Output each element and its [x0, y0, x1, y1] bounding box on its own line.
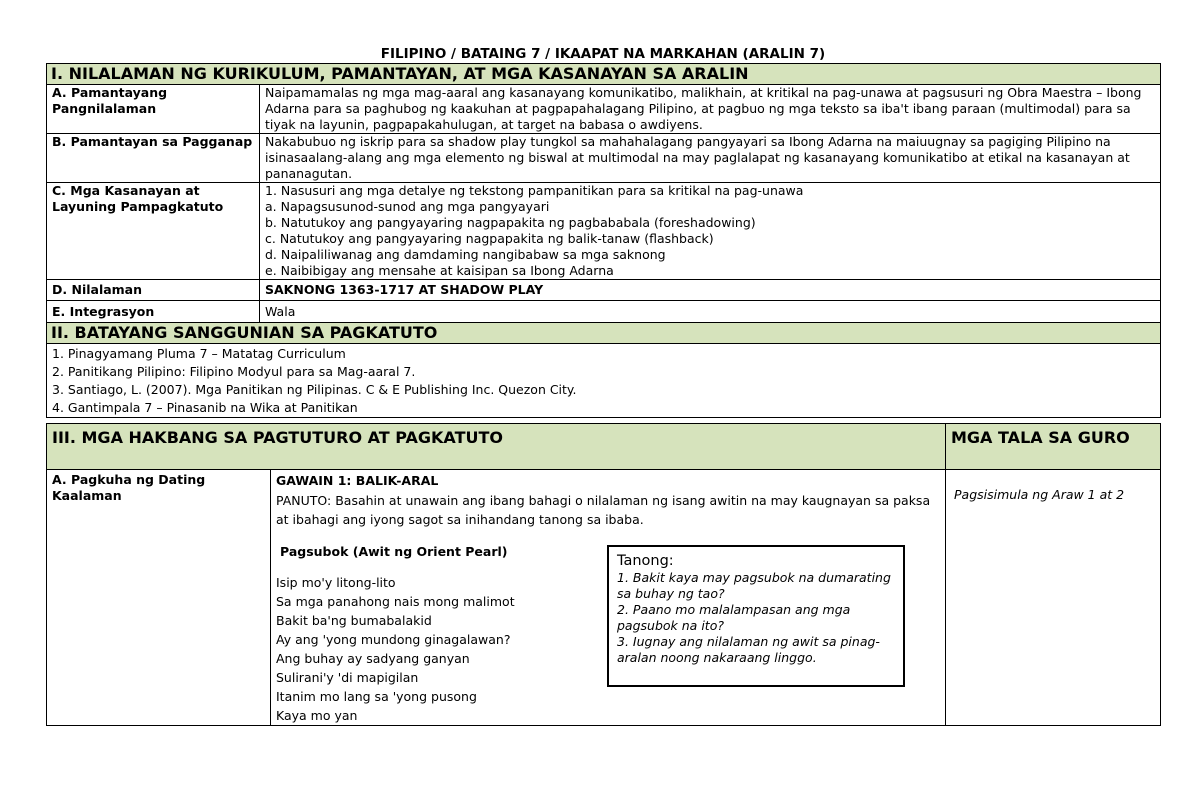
kasanayan-line: b. Natutukoy ang pangyayaring nagpapakita ng pagbababala (foreshadowing) [265, 215, 756, 230]
row-label-nilalaman: D. Nilalaman [47, 280, 260, 301]
song-line: Itanim mo lang sa 'yong pusong [276, 689, 477, 704]
table-row [47, 85, 1161, 134]
table-row [47, 134, 1161, 183]
song-line: Isip mo'y litong-lito [276, 575, 396, 590]
row-label-pamantayang-pangnilalaman: A. Pamantayang Pangnilalaman [47, 85, 260, 134]
row-value-integrasyon: Wala [260, 301, 1161, 323]
reference-item: 3. Santiago, L. (2007). Mga Panitikan ng Pilipinas. C & E Publishing Inc. Quezon City. [52, 382, 577, 397]
row-value-nilalaman: SAKNONG 1363-1717 AT SHADOW PLAY [260, 280, 1161, 301]
song-line: Ay ang 'yong mundong ginagalawan? [276, 632, 511, 647]
questions-title: Tanong: [617, 553, 674, 569]
question-item: 1. Bakit kaya may pagsubok na dumarating sa buhay ng tao? [617, 570, 891, 601]
panuto-label: PANUTO [276, 493, 328, 508]
row-label-kasanayan: C. Mga Kasanayan at Layuning Pampagkatuto [47, 183, 260, 280]
song-title: Pagsubok (Awit ng Orient Pearl) [280, 544, 508, 559]
question-item: 2. Paano mo malalampasan ang mga pagsubok na ito? [617, 602, 851, 633]
gawain-title: GAWAIN 1: BALIK-ARAL [276, 473, 439, 488]
song-line: Ang buhay ay sadyang ganyan [276, 651, 470, 666]
section1-heading-row [47, 64, 1161, 85]
questions-box [607, 545, 905, 687]
panuto-body: : Basahin at unawain ang ibang bahagi o nilalaman ng isang awitin na may kaugnayan sa paksa at ibahagi ang iyong sagot sa inihandang tanong sa ibaba. [276, 493, 931, 527]
question-item: 3. Iugnay ang nilalaman ng awit sa pinag-aralan noong nakaraang linggo. [617, 634, 880, 665]
table-row [47, 280, 1161, 301]
kasanayan-line: c. Natutukoy ang pangyayaring nagpapakita ng balik-tanaw (flashback) [265, 231, 714, 246]
song-line: Sulirani'y 'di mapigilan [276, 670, 419, 685]
teacher-note: Pagsisimula ng Araw 1 at 2 [946, 470, 1161, 726]
reference-item: 4. Gantimpala 7 – Pinasanib na Wika at Panitikan [52, 400, 358, 415]
section2-heading: II. BATAYANG SANGGUNIAN SA PAGKATUTO [47, 323, 1161, 344]
panuto-text [276, 491, 940, 529]
reference-item: 2. Panitikang Pilipino: Filipino Modyul para sa Mag-aaral 7. [52, 364, 416, 379]
kasanayan-line: 1. Nasusuri ang mga detalye ng tekstong pampanitikan para sa kritikal na pag-unawa [265, 183, 804, 198]
step-row [47, 470, 1161, 726]
song-line: Bakit ba'ng bumabalakid [276, 613, 432, 628]
row-value-kasanayan [260, 183, 1161, 280]
section2-heading-row [47, 323, 1161, 344]
table-row [47, 301, 1161, 323]
section3-heading-row [47, 424, 1161, 470]
row-label-integrasyon: E. Integrasyon [47, 301, 260, 323]
steps-table [46, 423, 1161, 726]
table-row [47, 183, 1161, 280]
notes-heading: MGA TALA SA GURO [946, 424, 1161, 470]
step-label: A. Pagkuha ng Dating Kaalaman [47, 470, 271, 726]
reference-item: 1. Pinagyamang Pluma 7 – Matatag Curriculum [52, 346, 346, 361]
section1-heading: I. NILALAMAN NG KURIKULUM, PAMANTAYAN, AT MGA KASANAYAN SA ARALIN [47, 64, 1161, 85]
row-label-pamantayan-sa-pagganap: B. Pamantayan sa Pagganap [47, 134, 260, 183]
references-list [47, 344, 1161, 418]
row-value-pamantayan-sa-pagganap: Nakabubuo ng iskrip para sa shadow play tungkol sa mahahalagang pangyayari sa Ibong Adarna na maiuugnay sa pagiging Pilipino na isinasaalang-alang ang mga elemento ng biswal at multimodal na may paglalapat ng kasanayang komunikatibo at etikal na kasanayan at pananagutan. [260, 134, 1161, 183]
curriculum-table [46, 63, 1161, 418]
kasanayan-line: e. Naibibigay ang mensahe at kaisipan sa Ibong Adarna [265, 263, 614, 278]
kasanayan-line: d. Naipaliliwanag ang damdaming nangibabaw sa mga saknong [265, 247, 666, 262]
kasanayan-line: a. Napagsusunod-sunod ang mga pangyayari [265, 199, 550, 214]
document-title: FILIPINO / BATAING 7 / IKAAPAT NA MARKAHAN (ARALIN 7) [380, 46, 826, 62]
section3-heading: III. MGA HAKBANG SA PAGTUTURO AT PAGKATUTO [47, 424, 946, 470]
references-row [47, 344, 1161, 418]
song-line: Kaya mo yan [276, 708, 358, 723]
song-line: Sa mga panahong nais mong malimot [276, 594, 515, 609]
row-value-pamantayang-pangnilalaman: Naipamamalas ng mga mag-aaral ang kasanayang komunikatibo, malikhain, at kritikal na pag-unawa at pagsusuri ng Obra Maestra – Ibong Adarna para sa paghubog ng kaakuhan at pagpapahalagang Pilipino, at pagbuo ng mga teksto sa iba't ibang paraan (multimodal) para sa tiyak na layunin, pagpapakahulugan, at target na babasa o awdiyens. [260, 85, 1161, 134]
